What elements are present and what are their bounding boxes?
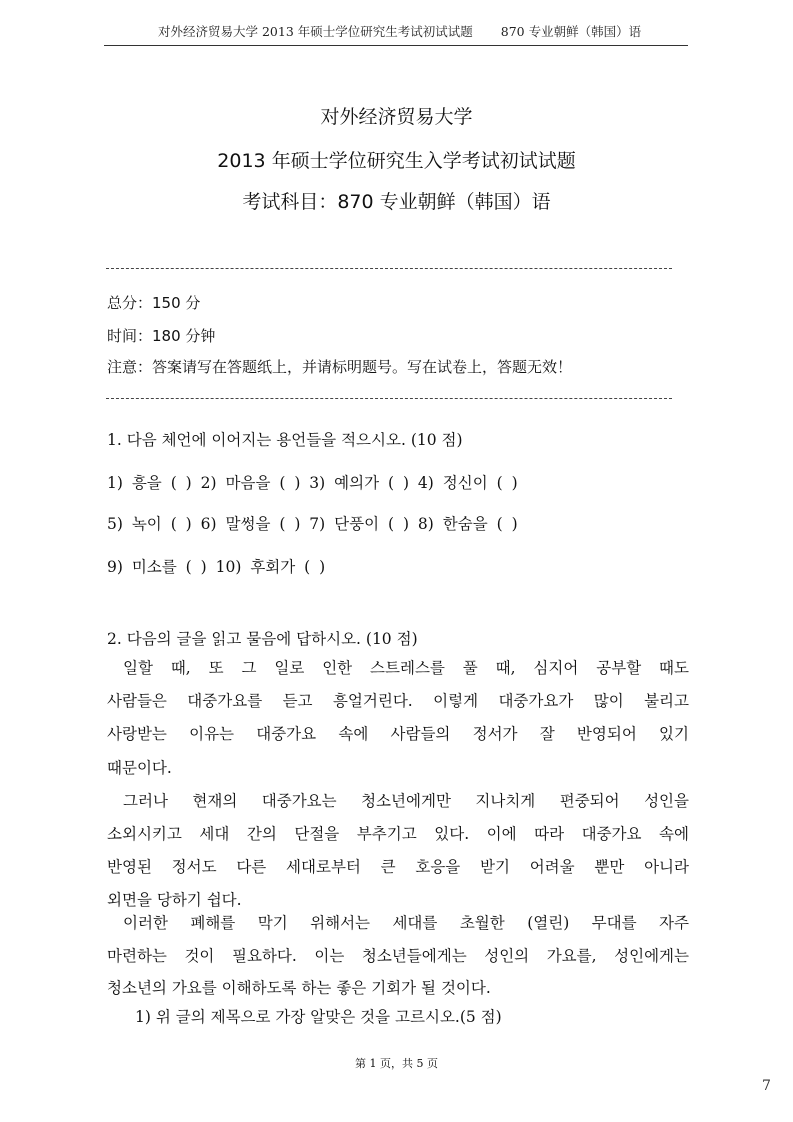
divider [106, 268, 672, 269]
total-score: 总分：150 分 [107, 294, 201, 312]
running-header-left: 对外经济贸易大学 2013 年硕士学位研究生考试初试试题 [158, 24, 473, 39]
passage-line: 소외시키고 세대 간의 단절을 부추기고 있다. 이에 따라 대중가요 속에 [107, 825, 689, 843]
subject-title: 考试科目：870 专业朝鲜（韩国）语 [242, 191, 551, 213]
passage-line: 일할 때, 또 그 일로 인한 스트레스를 풀 때, 심지어 공부할 때도 [123, 659, 689, 677]
passage-line: 사랑받는 이유는 대중가요 속에 사람들의 정서가 잘 반영되어 있기 [107, 725, 689, 743]
running-header-right: 870 专业朝鲜（韩国）语 [500, 24, 642, 39]
notice: 注意：答案请写在答题纸上，并请标明题号。写在试卷上，答题无效！ [107, 358, 573, 376]
q2-prompt: 2. 다음의 글을 읽고 물음에 답하시오. (10 점) [107, 630, 418, 648]
passage-line: 이러한 폐해를 막기 위해서는 세대를 초월한 (열린) 무대를 자주 [123, 914, 689, 932]
passage-line: 청소년의 가요를 이해하도록 하는 좋은 기회가 될 것이다. [107, 979, 491, 997]
university-title: 对外经济贸易大学 [320, 106, 473, 128]
passage-line: 그러나 현재의 대중가요는 청소년에게만 지나치게 편중되어 성인을 [123, 792, 689, 810]
q1-row: 9) 미소를 ( ) 10) 후회가 ( ) [107, 558, 326, 576]
passage-line: 때문이다. [107, 759, 172, 777]
passage-line: 외면을 당하기 쉽다. [107, 891, 242, 909]
running-header [158, 22, 641, 40]
exam-title: 2013 年硕士学位研究生入学考试初试试题 [217, 150, 576, 172]
exam-time: 时间：180 分钟 [107, 327, 216, 345]
passage-line: 반영된 정서도 다른 세대로부터 큰 호응을 받기 어려울 뿐만 아니라 [107, 858, 689, 876]
divider [106, 398, 672, 399]
header-rule [104, 45, 688, 46]
page-footer: 第 1 页，共 5 页 [355, 1057, 438, 1070]
q1-row: 1) 흥을 ( ) 2) 마음을 ( ) 3) 예의가 ( ) 4) 정신이 ( ) [107, 474, 518, 492]
q2-subquestion-1: 1) 위 글의 제목으로 가장 알맞은 것을 고르시오.(5 점) [135, 1008, 502, 1026]
q1-row: 5) 녹이 ( ) 6) 말썽을 ( ) 7) 단풍이 ( ) 8) 한숨을 ( ) [107, 515, 518, 533]
page-number: 7 [762, 1078, 771, 1094]
passage-line: 마련하는 것이 필요하다. 이는 청소년들에게는 성인의 가요를, 성인에게는 [107, 947, 689, 965]
passage-line: 사람들은 대중가요를 듣고 흥얼거린다. 이렇게 대중가요가 많이 불리고 [107, 692, 689, 710]
q1-prompt: 1. 다음 체언에 이어지는 용언들을 적으시오. (10 점) [107, 431, 463, 449]
